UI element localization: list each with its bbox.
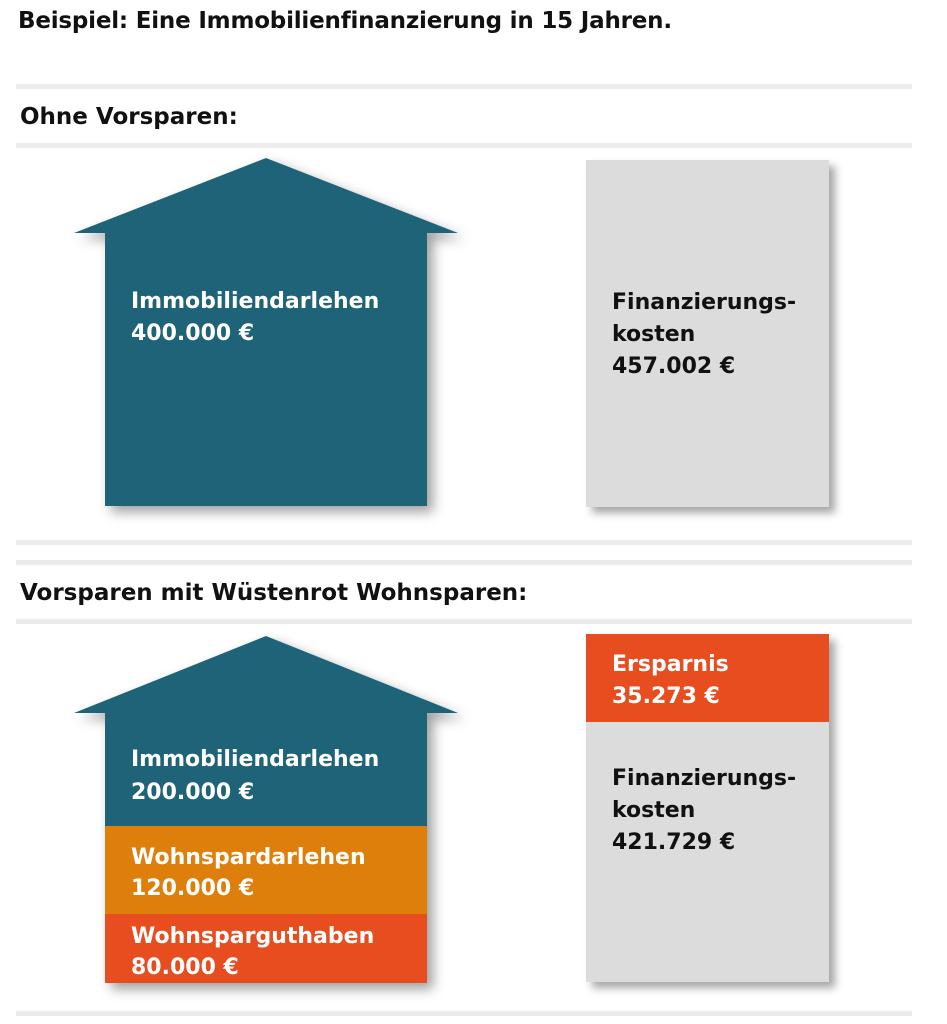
page-title: Beispiel: Eine Immobilienfinanzierung in 15 Jahren. (18, 8, 672, 34)
house-label: Wohnsparguthaben (131, 924, 375, 949)
house-value: 400.000 € (131, 321, 255, 346)
cost-label-line1: Finanzierungs- (612, 766, 797, 791)
cost-label-line2: kosten (612, 798, 696, 823)
section-heading-vorsparen-wuestenrot: Vorsparen mit Wüstenrot Wohnsparen: (20, 580, 528, 606)
section-heading-ohne-vorsparen: Ohne Vorsparen: (20, 104, 238, 130)
house-value: 200.000 € (131, 780, 255, 805)
house-roof (74, 636, 458, 713)
cost-value: 421.729 € (612, 830, 736, 855)
cost-value: 457.002 € (612, 354, 736, 379)
house-label: Immobiliendarlehen (131, 747, 380, 772)
cost-label-line1: Finanzierungs- (612, 290, 797, 315)
savings-value: 35.273 € (612, 684, 720, 709)
house-value: 120.000 € (131, 876, 255, 901)
divider (16, 1011, 912, 1016)
savings-label: Ersparnis (612, 652, 729, 677)
cost-label-line2: kosten (612, 322, 696, 347)
house-label: Immobiliendarlehen (131, 289, 380, 314)
house-label: Wohnspardarlehen (131, 845, 366, 870)
house-value: 80.000 € (131, 955, 239, 980)
